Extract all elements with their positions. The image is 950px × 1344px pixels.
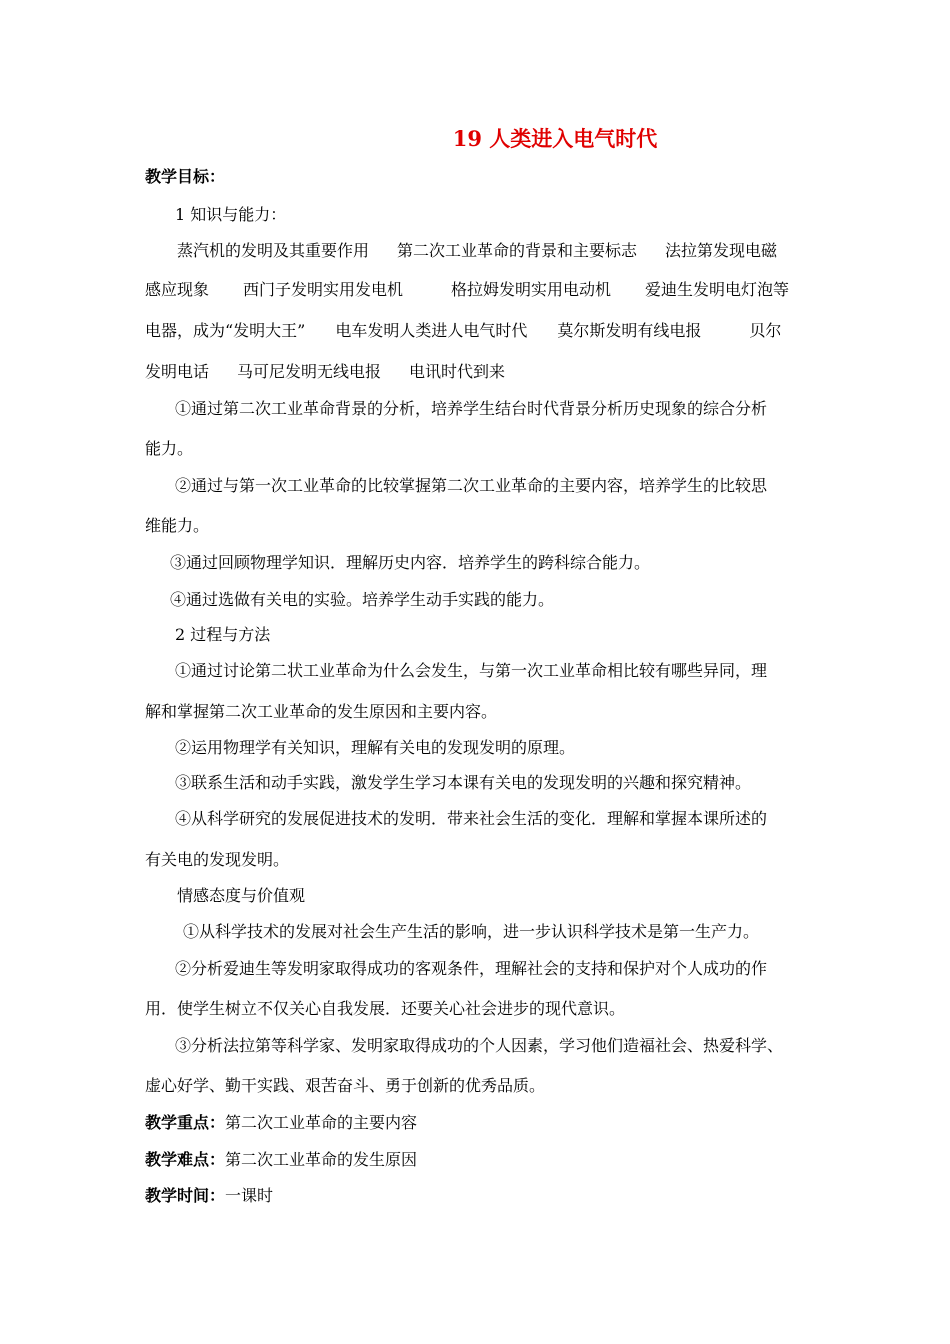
difficulty-text: 第二次工业革命的发生原因 (225, 1150, 418, 1169)
process-item-1: ①通过讨论第二状工业革命为什么会发生，与第一次工业革命相比较有哪些异同，理 (175, 661, 768, 680)
key-point-text: 第二次工业革命的主要内容 (225, 1113, 418, 1132)
knowledge-item: 爱迪生发明电灯泡等 (645, 280, 790, 299)
knowledge-item: 电车发明人类进人电气时代 (335, 321, 528, 340)
values-item-3-cont: 虚心好学、勤干实践、艰苦奋斗、勇于创新的优秀品质。 (145, 1076, 546, 1095)
knowledge-item: 电器，成为“发明大王” (145, 321, 306, 340)
time-text: 一课时 (225, 1186, 274, 1205)
key-point-label: 教学重点： (145, 1113, 226, 1132)
values-item-2-cont: 用．使学生树立不仅关心自我发展．还要关心社会进步的现代意识。 (145, 999, 626, 1018)
process-item-4-cont: 有关电的发现发明。 (145, 850, 290, 869)
values-item-3: ③分析法拉第等科学家、发明家取得成功的个人因素，学习他们造福社会、热爱科学、 (175, 1036, 784, 1055)
process-item-4: ④从科学研究的发展促进技术的发明．带来社会生活的变化．理解和掌握本课所述的 (175, 809, 768, 828)
ability-item-2-cont: 维能力。 (145, 516, 210, 535)
knowledge-line-4 (145, 361, 505, 383)
knowledge-item: 感应现象 (145, 280, 210, 299)
time-label: 教学时间： (145, 1186, 226, 1205)
process-item-3: ③联系生活和动手实践，激发学生学习本课有关电的发现发明的兴趣和探究精神。 (175, 773, 752, 792)
knowledge-item: 蒸汽机的发明及其重要作用 (177, 241, 370, 260)
knowledge-item: 马可尼发明无线电报 (237, 362, 382, 381)
ability-item-1: ①通过第二次工业革命背景的分析，培养学生结台时代背景分析历史现象的综合分析 (175, 399, 768, 418)
document-title: 19 人类进入电气时代 (452, 126, 658, 151)
ability-item-2: ②通过与第一次工业革命的比较掌握第二次工业革命的主要内容，培养学生的比较思 (175, 476, 768, 495)
ability-item-4: ④通过选做有关电的实验。培养学生动手实践的能力。 (170, 590, 555, 609)
knowledge-item: 格拉姆发明实用电动机 (451, 280, 612, 299)
process-method-heading: 2 过程与方法 (175, 625, 271, 644)
knowledge-item: 发明电话 (145, 362, 210, 381)
knowledge-line-3 (145, 320, 781, 342)
knowledge-item: 西门子发明实用发电机 (243, 280, 404, 299)
values-item-2: ②分析爱迪生等发明家取得成功的客观条件，理解社会的支持和保护对个人成功的作 (175, 959, 768, 978)
difficulty-row (145, 1149, 417, 1171)
knowledge-ability-heading: 1 知识与能力： (175, 205, 287, 224)
key-point-row (145, 1112, 417, 1134)
values-item-1: ①从科学技术的发展对社会生产生活的影响，进一步认识科学技术是第一生产力。 (183, 922, 760, 941)
process-item-1-cont: 解和掌握第二次工业革命的发生原因和主要内容。 (145, 702, 498, 721)
knowledge-item: 电讯时代到来 (409, 362, 506, 381)
ability-item-3: ③通过回顾物理学知识．理解历史内容．培养学生的跨科综合能力。 (170, 553, 651, 572)
knowledge-item: 莫尔斯发明有线电报 (557, 321, 702, 340)
difficulty-label: 教学难点： (145, 1150, 226, 1169)
time-row (145, 1185, 273, 1207)
knowledge-item: 法拉第发现电磁 (665, 241, 778, 260)
knowledge-item: 贝尔 (749, 321, 782, 340)
values-heading: 情感态度与价值观 (177, 886, 306, 905)
knowledge-line-1 (177, 240, 777, 262)
knowledge-line-2 (145, 279, 789, 301)
objectives-heading: 教学目标： (145, 167, 226, 186)
ability-item-1-cont: 能力。 (145, 439, 194, 458)
process-item-2: ②运用物理学有关知识，理解有关电的发现发明的原理。 (175, 738, 576, 757)
knowledge-item: 第二次工业革命的背景和主要标志 (397, 241, 638, 260)
